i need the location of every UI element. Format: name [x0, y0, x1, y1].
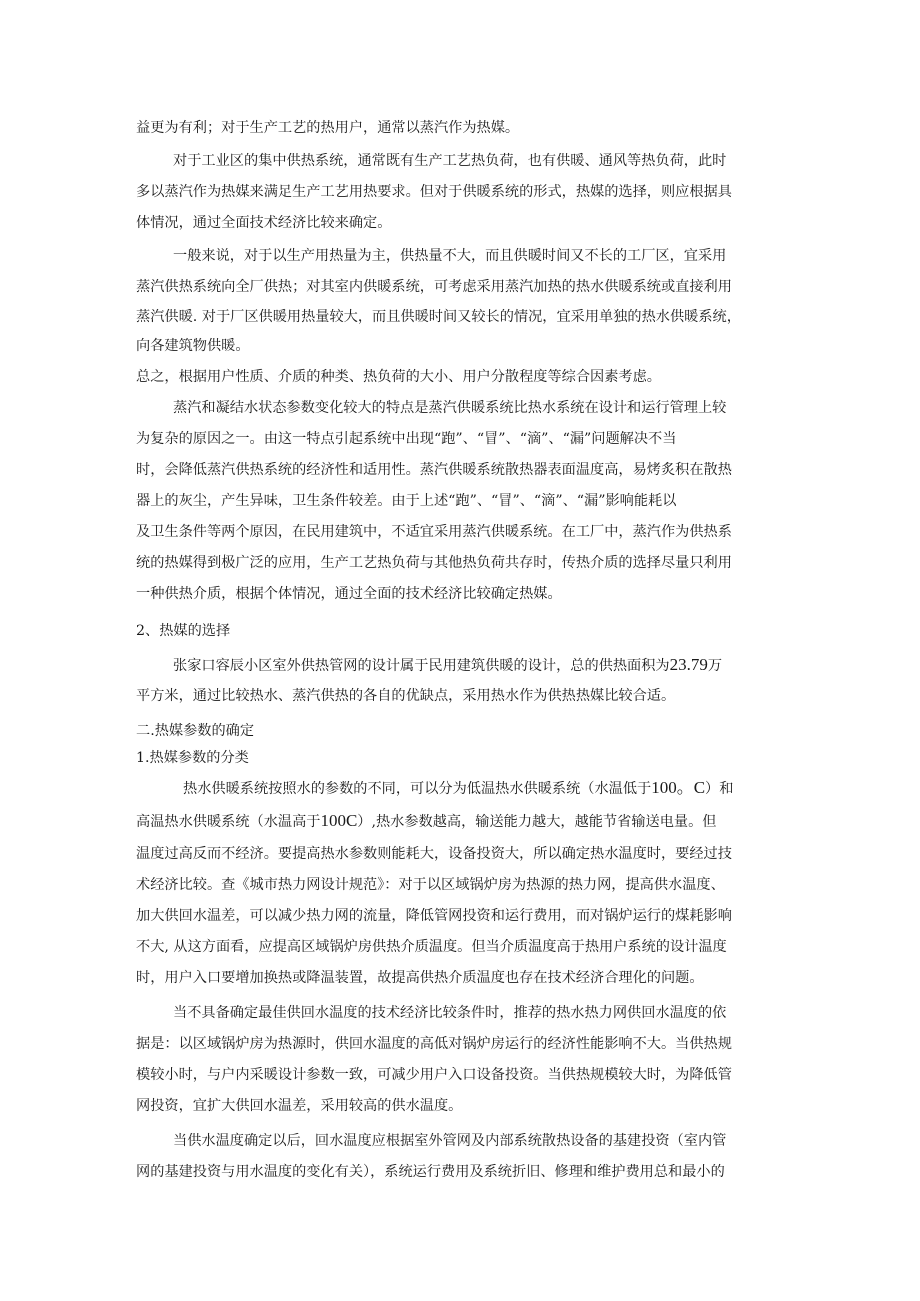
- body-line: 统的热媒得到极广泛的应用，生产工艺热负荷与其他热负荷共存时，传热介质的选择尽量只利用: [136, 555, 732, 571]
- paragraph-line: 一般来说，对于以生产用热量为主，供热量不大，而且供暖时间又不长的工厂区，宜采用: [173, 248, 727, 264]
- body-line: 多以蒸汽作为热媒来满足生产工艺用热要求。但对于供暖系统的形式，热媒的选择，则应根据具: [136, 184, 732, 200]
- temperature-value: 100C: [320, 811, 358, 830]
- paragraph-line: 对于工业区的集中供热系统，通常既有生产工艺热负荷，也有供暖、通风等热负荷，此时: [173, 153, 727, 169]
- body-line: 蒸汽供暖. 对于厂区供暖用热量较大，而且供暖时间又较长的情况，宜采用单独的热水供暖系统，: [136, 309, 741, 325]
- body-line: 时，用户入口要增加换热或降温装置，故提高供热介质温度也存在技术经济合理化的问题。: [136, 970, 704, 986]
- body-line: 器上的灰尘，产生异味，卫生条件较差。由于上述“跑”、“冒”、“滴”、“漏”影响能耗以: [136, 493, 677, 509]
- subsection-heading: 1.热媒参数的分类: [136, 750, 249, 766]
- body-line: 高温热水供暖系统（水温高于100C）,热水参数越高，输送能力越大，越能节省输送电量。但: [136, 811, 717, 830]
- body-line: 平方米，通过比较热水、蒸汽供热的各自的优缺点，采用热水作为供热热媒比较合适。: [136, 688, 676, 704]
- body-line: 总之，根据用户性质、介质的种类、热负荷的大小、用户分散程度等综合因素考虑。: [136, 369, 661, 385]
- paragraph-line: 当供水温度确定以后，回水温度应根据室外管网及内部系统散热设备的基建投资（室内管: [173, 1133, 727, 1149]
- body-line: 术经济比较。查《城市热力网设计规范》：对于以区域锅炉房为热源的热力网，提高供水温度、: [136, 877, 725, 893]
- paragraph-line: 当不具备确定最佳供回水温度的技术经济比较条件时，推荐的热水热力网供回水温度的依: [173, 1005, 727, 1021]
- body-line: 模较小时，与户内采暖设计参数一致，可减少用户入口设备投资。当供热规模较大时，为降低管: [136, 1067, 732, 1083]
- area-value: 23.79: [669, 655, 708, 674]
- body-line: 不大, 从这方面看，应提高区域锅炉房供热介质温度。但当介质温度高于热用户系统的设计温度: [136, 939, 727, 955]
- body-line: 据是：以区域锅炉房为热源时，供回水温度的高低对锅炉房运行的经济性能影响不大。当供热规: [136, 1036, 732, 1052]
- body-line: 温度过高反而不经济。要提高热水参数则能耗大，设备投资大，所以确定热水温度时，要经过技: [136, 846, 732, 862]
- body-line: 体情况，通过全面技术经济比较来确定。: [136, 215, 392, 231]
- body-line: 蒸汽供热系统向全厂供热；对其室内供暖系统，可考虑采用蒸汽加热的热水供暖系统或直接利用: [136, 279, 732, 295]
- paragraph-line: 蒸汽和凝结水状态参数变化较大的特点是蒸汽供暖系统比热水系统在设计和运行管理上较: [173, 400, 727, 416]
- body-line: 网的基建投资与用水温度的变化有关），系统运行费用及系统折旧、修理和维护费用总和最小的: [136, 1164, 725, 1180]
- body-line: 向各建筑物供暖。: [136, 338, 250, 354]
- paragraph-line: 张家口容辰小区室外供热管网的设计属于民用建筑供暖的设计，总的供热面积为23.79万: [173, 655, 723, 674]
- body-line: 时，会降低蒸汽供热系统的经济性和适用性。蒸汽供暖系统散热器表面温度高，易烤炙积在散热: [136, 462, 732, 478]
- body-line: 及卫生条件等两个原因，在民用建筑中，不适宜采用蒸汽供暖系统。在工厂中，蒸汽作为供热系: [136, 524, 732, 540]
- section-heading: 2、热媒的选择: [136, 623, 231, 639]
- body-line: 为复杂的原因之一。由这一特点引起系统中出现“跑”、“冒”、“滴”、“漏”问题解决不当: [136, 431, 677, 447]
- paragraph-line: 热水供暖系统按照水的参数的不同，可以分为低温热水供暖系统（水温低于100。C）和: [183, 778, 734, 797]
- body-line: 一种供热介质，根据个体情况，通过全面的技术经济比较确定热媒。: [136, 586, 562, 602]
- body-line: 网投资，宜扩大供回水温差，采用较高的供水温度。: [136, 1098, 463, 1114]
- temperature-value: 100。C: [651, 778, 706, 797]
- section-heading: 二.热媒参数的确定: [136, 723, 255, 739]
- body-line: 加大供回水温差，可以减少热力网的流量，降低管网投资和运行费用，而对锅炉运行的煤耗影响: [136, 908, 732, 924]
- body-line: 益更为有利；对于生产工艺的热用户，通常以蒸汽作为热媒。: [136, 120, 520, 136]
